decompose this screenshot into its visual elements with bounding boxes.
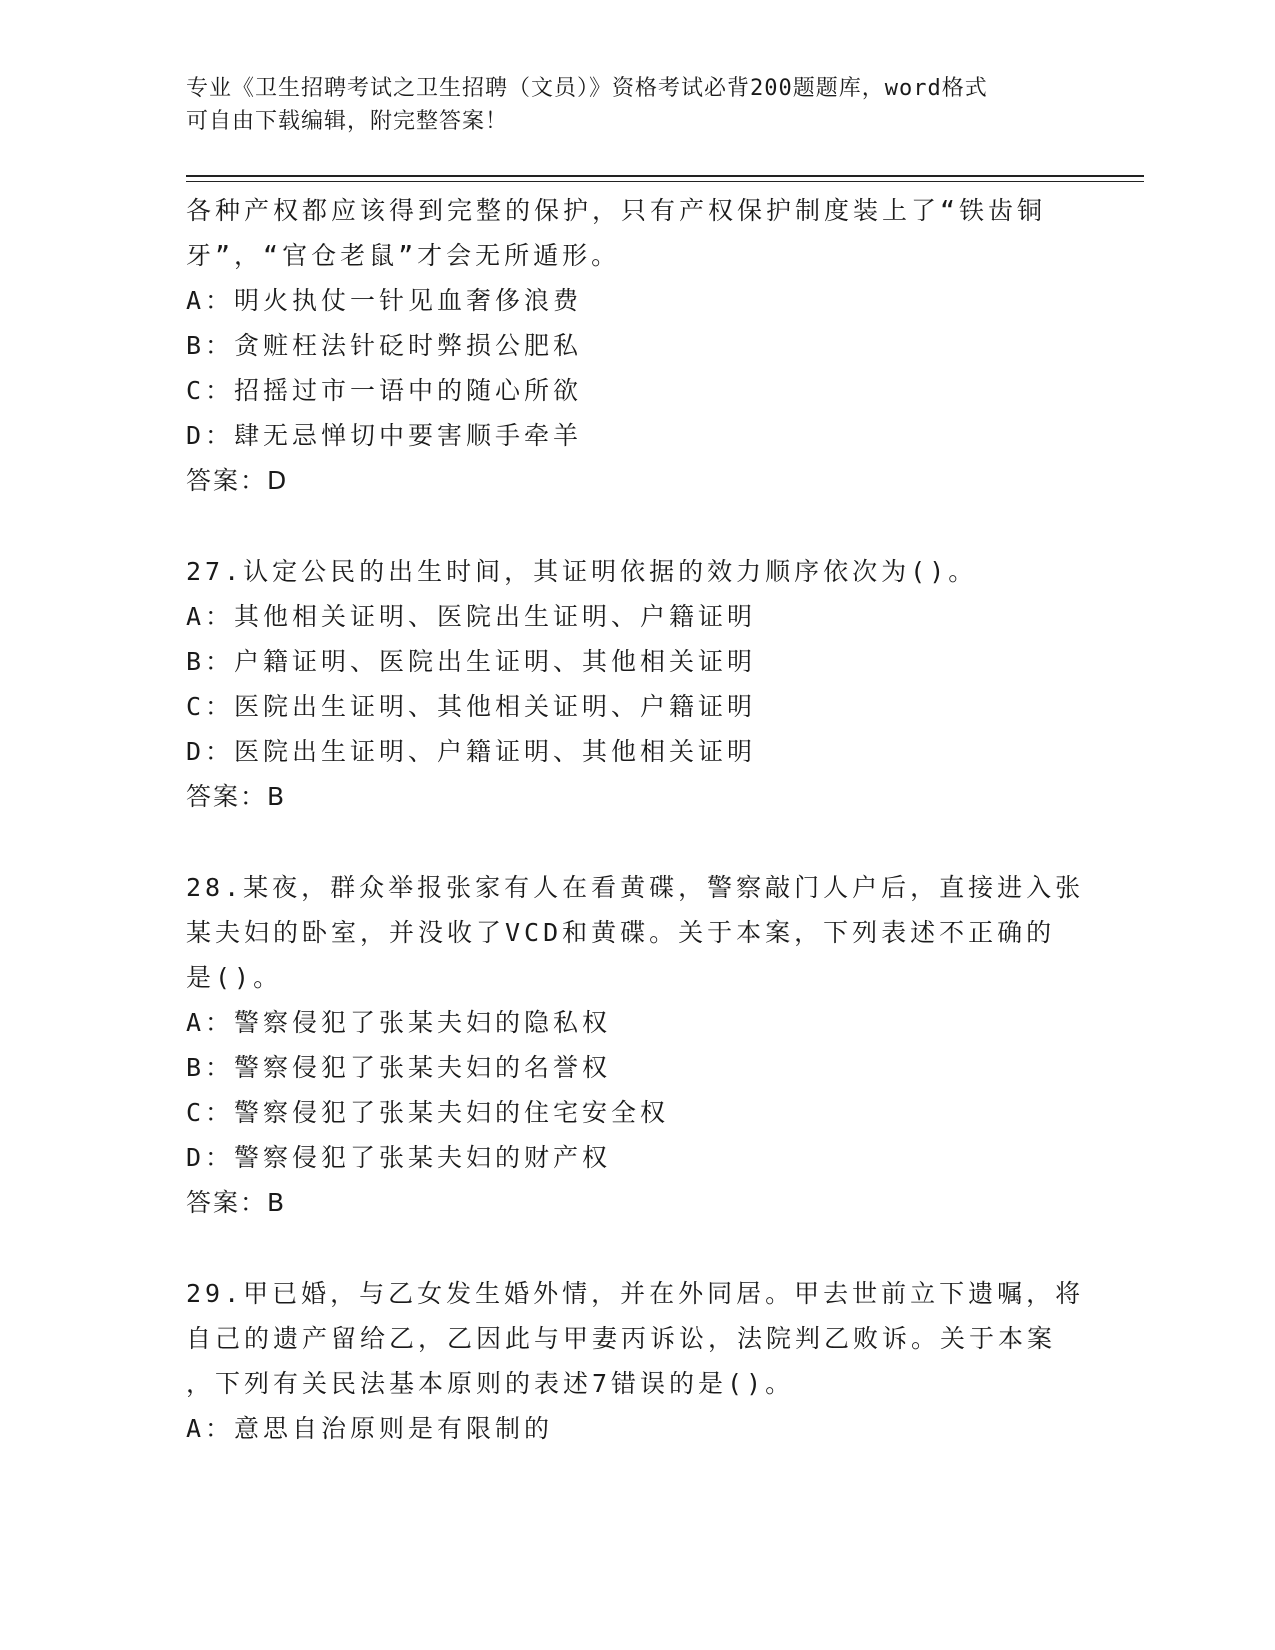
- question-stem-line: 牙”，“官仓老鼠”才会无所遁形。: [186, 241, 621, 270]
- question-stem-line: 28.某夜，群众举报张家有人在看黄碟，警察敲门人户后，直接进入张: [186, 873, 1085, 902]
- answer-line: 答案：B: [186, 1188, 287, 1217]
- question-stem-line: 是()。: [186, 963, 283, 992]
- option-d: D：医院出生证明、户籍证明、其他相关证明: [186, 737, 757, 766]
- question-28: [186, 865, 1086, 1225]
- option-a: A：明火执仗一针见血奢侈浪费: [186, 286, 583, 315]
- option-a: A：其他相关证明、医院出生证明、户籍证明: [186, 602, 757, 631]
- option-b: B：贪赃枉法针砭时弊损公肥私: [186, 331, 583, 360]
- question-list: [186, 188, 1086, 1451]
- question-27: [186, 549, 1086, 819]
- answer-line: 答案：D: [186, 466, 289, 495]
- header-line-2: 可自由下载编辑，附完整答案！: [186, 109, 509, 134]
- question-stem-line: 29.甲已婚，与乙女发生婚外情，并在外同居。甲去世前立下遗嘱，将: [186, 1279, 1085, 1308]
- option-d: D：肆无忌惮切中要害顺手牵羊: [186, 421, 583, 450]
- answer-line: 答案：B: [186, 782, 287, 811]
- option-c: C：警察侵犯了张某夫妇的住宅安全权: [186, 1098, 670, 1127]
- question-26: [186, 188, 1086, 503]
- document-header: [186, 72, 1086, 138]
- option-a: A：意思自治原则是有限制的: [186, 1414, 554, 1443]
- option-b: B：户籍证明、医院出生证明、其他相关证明: [186, 647, 757, 676]
- header-rule-thin: [186, 181, 1144, 182]
- question-29: [186, 1271, 1086, 1451]
- option-d: D：警察侵犯了张某夫妇的财产权: [186, 1143, 612, 1172]
- header-rule-thick: [186, 175, 1144, 177]
- question-stem-line: 自己的遗产留给乙，乙因此与甲妻丙诉讼，法院判乙败诉。关于本案: [186, 1324, 1057, 1353]
- question-stem-line: 某夫妇的卧室，并没收了VCD和黄碟。关于本案，下列表述不正确的: [186, 918, 1056, 947]
- question-stem-line: ，下列有关民法基本原则的表述7错误的是()。: [186, 1369, 795, 1398]
- option-a: A：警察侵犯了张某夫妇的隐私权: [186, 1008, 612, 1037]
- header-line-1: 专业《卫生招聘考试之卫生招聘（文员）》资格考试必背200题题库，word格式: [186, 76, 988, 101]
- question-stem-line: 各种产权都应该得到完整的保护，只有产权保护制度装上了“铁齿铜: [186, 196, 1047, 225]
- option-c: C：医院出生证明、其他相关证明、户籍证明: [186, 692, 757, 721]
- option-c: C：招摇过市一语中的随心所欲: [186, 376, 583, 405]
- option-b: B：警察侵犯了张某夫妇的名誉权: [186, 1053, 612, 1082]
- question-stem-line: 27.认定公民的出生时间，其证明依据的效力顺序依次为()。: [186, 557, 978, 586]
